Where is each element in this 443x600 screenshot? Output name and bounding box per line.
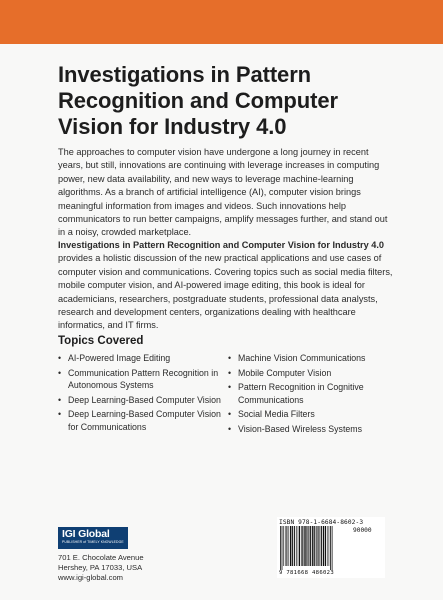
barcode-number: 9 781668 486023 bbox=[279, 570, 335, 576]
barcode-bar bbox=[327, 526, 328, 566]
address-line-2: Hershey, PA 17033, USA bbox=[58, 563, 143, 572]
barcode-bars bbox=[279, 526, 351, 570]
barcode-bar bbox=[290, 526, 291, 566]
barcode-bar bbox=[330, 526, 331, 570]
barcode-bar bbox=[286, 526, 287, 566]
barcode-bar bbox=[280, 526, 281, 570]
description-book-title: Investigations in Pattern Recognition and Computer Vision for Industry 4.0 bbox=[58, 240, 385, 250]
barcode-bar bbox=[318, 526, 319, 566]
cover-top-band bbox=[0, 0, 443, 44]
book-title: Investigations in Pattern Recognition and Computer Vision for Industry 4.0 bbox=[58, 62, 338, 139]
bullet-icon: • bbox=[228, 353, 232, 363]
isbn-barcode bbox=[277, 517, 385, 578]
barcode-bar bbox=[316, 526, 317, 566]
bullet-icon: • bbox=[58, 367, 62, 378]
topic-item: • AI-Powered Image Editing bbox=[58, 353, 171, 363]
address-line-1: 701 E. Chocolate Avenue bbox=[58, 553, 144, 562]
barcode-bar bbox=[282, 526, 283, 570]
barcode-bar bbox=[299, 526, 300, 566]
barcode-bar bbox=[292, 526, 293, 566]
barcode-bar bbox=[332, 526, 333, 570]
barcode-bar bbox=[298, 526, 299, 566]
topic-item: • Pattern Recognition in Cognitive Communications bbox=[228, 382, 364, 405]
barcode-bar bbox=[314, 526, 315, 566]
publisher-logo-tagline: PUBLISHER of TIMELY KNOWLEDGE bbox=[62, 540, 124, 544]
description-paragraph-2 bbox=[58, 239, 394, 333]
publisher-website: www.igi-global.com bbox=[58, 573, 123, 582]
barcode-bar bbox=[302, 526, 303, 566]
description-paragraph-1: The approaches to computer vision have undergone a long journey in recent years, but still, innovations are continuing with leverage increases in computing power, new data availability, and new ways to leverage machine-learning algorithms. As a branch of artificial intelligence (AI), computer vision brings meaningful information from images and videos. Such innovations help communicators to run better campaigns, amplify messages further, and stand out in a noisy, crowded marketplace. bbox=[58, 147, 388, 238]
topic-item: • Social Media Filters bbox=[228, 409, 315, 420]
barcode-bar bbox=[321, 526, 322, 566]
bullet-icon: • bbox=[228, 382, 232, 393]
topics-list-left bbox=[58, 352, 223, 436]
price-code: 90000 bbox=[353, 527, 372, 534]
bullet-icon: • bbox=[58, 353, 62, 363]
publisher-address bbox=[58, 553, 144, 583]
isbn-number: ISBN 978-1-6684-8602-3 bbox=[279, 519, 364, 526]
barcode-bar bbox=[325, 526, 326, 566]
publisher-logo-name: IGI Global bbox=[62, 528, 110, 540]
topic-item: • Communication Pattern Recognition in Autonomous Systems bbox=[58, 367, 219, 391]
topic-item: • Machine Vision Communications bbox=[228, 353, 366, 363]
publisher-logo bbox=[58, 527, 128, 549]
topic-item: • Mobile Computer Vision bbox=[228, 367, 332, 378]
topic-item: • Vision-Based Wireless Systems bbox=[228, 423, 363, 434]
barcode-bar bbox=[304, 526, 305, 566]
topics-heading: Topics Covered bbox=[58, 335, 144, 347]
barcode-bar bbox=[301, 526, 302, 566]
bullet-icon: • bbox=[228, 423, 232, 434]
barcode-bar bbox=[329, 526, 330, 566]
description-body: provides a holistic discussion of the new practical applications and use cases of computer vision and communications. Covering topics such as social media filters, mobile computer vision, and AI-powered image editing, this book is ideal for academicians, researchers, postgraduate students, professional data analysts, research and development centers, organizations dealing with healthcare informatics, and IT firms. bbox=[58, 253, 393, 331]
bullet-icon: • bbox=[58, 409, 62, 420]
bullet-icon: • bbox=[58, 394, 62, 405]
topic-item: • Deep Learning-Based Computer Vision for Communications bbox=[58, 409, 221, 432]
barcode-bar bbox=[308, 526, 309, 566]
barcode-bar bbox=[289, 526, 290, 566]
barcode-bar bbox=[323, 526, 324, 566]
barcode-bar bbox=[285, 526, 286, 566]
barcode-bar bbox=[283, 526, 284, 566]
barcode-bar bbox=[310, 526, 311, 566]
barcode-bar bbox=[294, 526, 295, 566]
barcode-bar bbox=[296, 526, 297, 566]
barcode-bar bbox=[320, 526, 321, 566]
topics-list-right bbox=[228, 352, 388, 438]
bullet-icon: • bbox=[228, 409, 232, 420]
topic-item: • Deep Learning-Based Computer Vision bbox=[58, 394, 221, 405]
bullet-icon: • bbox=[228, 367, 232, 378]
barcode-bar bbox=[306, 526, 307, 566]
barcode-bar bbox=[312, 526, 313, 566]
